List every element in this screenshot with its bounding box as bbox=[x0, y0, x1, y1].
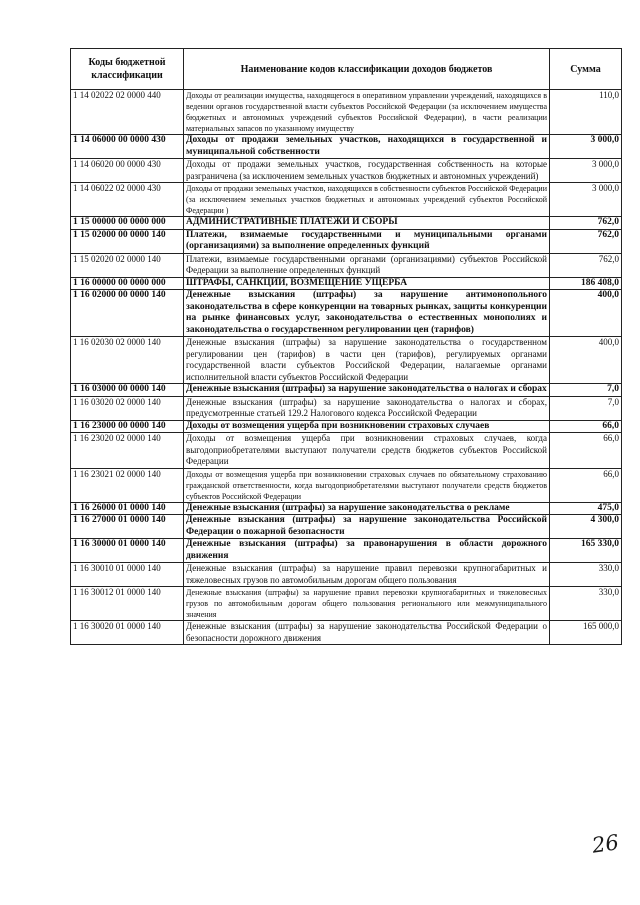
row-name: Денежные взыскания (штрафы) за нарушение законодательства о рекламе bbox=[184, 502, 550, 515]
row-code: 1 16 02000 00 0000 140 bbox=[71, 290, 184, 337]
row-sum: 330,0 bbox=[550, 563, 622, 587]
row-code: 1 14 06000 00 0000 430 bbox=[71, 135, 184, 159]
table-row bbox=[71, 229, 622, 253]
header-code: Коды бюджетной классификации bbox=[71, 49, 184, 90]
row-name: Денежные взыскания (штрафы) за нарушение законодательства о государственном регулировании цен (тарифов) в части цен (тарифов), регулируемых органами государственной власти субъектов Российской Федерации, налагаемые органами исполнительной власти субъектов Российской Федерации bbox=[184, 337, 550, 384]
row-sum: 186 408,0 bbox=[550, 277, 622, 290]
row-name: Денежные взыскания (штрафы) за нарушение законодательства о налогах и сборах, предусмотренные статьей 129.2 Налогового кодекса Российской Федерации bbox=[184, 396, 550, 420]
table-row bbox=[71, 384, 622, 397]
row-sum: 475,0 bbox=[550, 502, 622, 515]
table-row bbox=[71, 396, 622, 420]
row-name: Доходы от возмещения ущерба при возникновении страховых случаев bbox=[184, 420, 550, 433]
row-sum: 4 300,0 bbox=[550, 515, 622, 539]
row-code: 1 15 00000 00 0000 000 bbox=[71, 217, 184, 230]
row-sum: 762,0 bbox=[550, 217, 622, 230]
row-name: Доходы от реализации имущества, находящегося в оперативном управлении учреждений, находящихся в ведении органов государственной власти субъектов Российской Федерации (за исключением имущества бюджетных и автономных учреждений субъектов Российской Федерации), в части реализации материальных запасов по указанному имуществу bbox=[184, 90, 550, 135]
row-sum: 762,0 bbox=[550, 253, 622, 277]
row-name: Денежные взыскания (штрафы) за нарушение правил перевозки крупногабаритных и тяжеловесных грузов по автомобильным дорогам общего пользования bbox=[184, 563, 550, 587]
table-row bbox=[71, 159, 622, 183]
row-code: 1 16 23020 02 0000 140 bbox=[71, 433, 184, 469]
row-sum: 7,0 bbox=[550, 384, 622, 397]
table-row bbox=[71, 563, 622, 587]
table-row bbox=[71, 621, 622, 645]
row-sum: 3 000,0 bbox=[550, 183, 622, 217]
table-body bbox=[71, 90, 622, 645]
row-name: Доходы от возмещения ущерба при возникновении страховых случаев, когда выгодоприобретателями выступают получатели средств бюджетов субъектов Российской Федерации bbox=[184, 433, 550, 469]
table-row bbox=[71, 515, 622, 539]
row-sum: 66,0 bbox=[550, 420, 622, 433]
row-code: 1 16 30012 01 0000 140 bbox=[71, 587, 184, 621]
row-name: Денежные взыскания (штрафы) за нарушение правил перевозки крупногабаритных и тяжеловесных грузов по автомобильным дорогам общего пользования регионального или межмуниципального значения bbox=[184, 587, 550, 621]
row-sum: 400,0 bbox=[550, 337, 622, 384]
row-code: 1 16 27000 01 0000 140 bbox=[71, 515, 184, 539]
row-sum: 7,0 bbox=[550, 396, 622, 420]
table-row bbox=[71, 502, 622, 515]
table-row bbox=[71, 337, 622, 384]
budget-classification-table bbox=[70, 48, 622, 645]
row-sum: 3 000,0 bbox=[550, 159, 622, 183]
header-sum: Сумма bbox=[550, 49, 622, 90]
row-code: 1 16 00000 00 0000 000 bbox=[71, 277, 184, 290]
row-name: Денежные взыскания (штрафы) за нарушение законодательства о налогах и сборах bbox=[184, 384, 550, 397]
row-code: 1 14 06022 02 0000 430 bbox=[71, 183, 184, 217]
row-code: 1 16 26000 01 0000 140 bbox=[71, 502, 184, 515]
row-code: 1 15 02020 02 0000 140 bbox=[71, 253, 184, 277]
table-row bbox=[71, 135, 622, 159]
row-sum: 66,0 bbox=[550, 468, 622, 502]
table-row bbox=[71, 277, 622, 290]
row-name: АДМИНИСТРАТИВНЫЕ ПЛАТЕЖИ И СБОРЫ bbox=[184, 217, 550, 230]
row-sum: 3 000,0 bbox=[550, 135, 622, 159]
row-sum: 762,0 bbox=[550, 229, 622, 253]
row-code: 1 16 23021 02 0000 140 bbox=[71, 468, 184, 502]
table-row bbox=[71, 420, 622, 433]
row-name: Доходы от продажи земельных участков, находящихся в государственной и муниципальной собственности bbox=[184, 135, 550, 159]
table-row bbox=[71, 90, 622, 135]
row-name: Платежи, взимаемые государственными и муниципальными органами (организациями) за выполнение определенных функций bbox=[184, 229, 550, 253]
row-code: 1 16 30000 01 0000 140 bbox=[71, 539, 184, 563]
table-row bbox=[71, 183, 622, 217]
row-sum: 110,0 bbox=[550, 90, 622, 135]
row-name: Доходы от возмещения ущерба при возникновении страховых случаев по обязательному страхованию гражданской ответственности, когда выгодоприобретателями выступают получатели средств бюджетов субъектов Российской Федерации bbox=[184, 468, 550, 502]
row-code: 1 16 03000 00 0000 140 bbox=[71, 384, 184, 397]
row-name: Денежные взыскания (штрафы) за нарушение антимонопольного законодательства в сфере конкуренции на товарных рынках, защиты конкуренции на рынке финансовых услуг, законодательства о естественных монополиях и законодательства о государственном регулировании цен (тарифов) bbox=[184, 290, 550, 337]
header-name: Наименование кодов классификации доходов бюджетов bbox=[184, 49, 550, 90]
table-row bbox=[71, 468, 622, 502]
row-code: 1 16 23000 00 0000 140 bbox=[71, 420, 184, 433]
row-name: Денежные взыскания (штрафы) за нарушение законодательства Российской Федерации о безопасности дорожного движения bbox=[184, 621, 550, 645]
table-row bbox=[71, 217, 622, 230]
row-code: 1 14 06020 00 0000 430 bbox=[71, 159, 184, 183]
table-row bbox=[71, 253, 622, 277]
row-code: 1 15 02000 00 0000 140 bbox=[71, 229, 184, 253]
table-row bbox=[71, 587, 622, 621]
table-row bbox=[71, 290, 622, 337]
row-code: 1 16 02030 02 0000 140 bbox=[71, 337, 184, 384]
row-sum: 330,0 bbox=[550, 587, 622, 621]
row-name: Платежи, взимаемые государственными органами (организациями) субъектов Российской Федерации за выполнение определенных функций bbox=[184, 253, 550, 277]
row-code: 1 16 30010 01 0000 140 bbox=[71, 563, 184, 587]
row-code: 1 16 03020 02 0000 140 bbox=[71, 396, 184, 420]
row-name: Денежные взыскания (штрафы) за нарушение законодательства Российской Федерации о пожарной безопасности bbox=[184, 515, 550, 539]
row-sum: 66,0 bbox=[550, 433, 622, 469]
table-row bbox=[71, 433, 622, 469]
row-sum: 165 330,0 bbox=[550, 539, 622, 563]
row-sum: 400,0 bbox=[550, 290, 622, 337]
row-code: 1 14 02022 02 0000 440 bbox=[71, 90, 184, 135]
row-code: 1 16 30020 01 0000 140 bbox=[71, 621, 184, 645]
row-name: Денежные взыскания (штрафы) за правонарушения в области дорожного движения bbox=[184, 539, 550, 563]
row-sum: 165 000,0 bbox=[550, 621, 622, 645]
row-name: Доходы от продажи земельных участков, находящихся в собственности субъектов Российской Федерации (за исключением земельных участков бюджетных и автономных учреждений субъектов Российской Федерации ) bbox=[184, 183, 550, 217]
row-name: ШТРАФЫ, САНКЦИИ, ВОЗМЕЩЕНИЕ УЩЕРБА bbox=[184, 277, 550, 290]
handwritten-page-number: 26 bbox=[590, 830, 621, 858]
table-header-row bbox=[71, 49, 622, 90]
row-name: Доходы от продажи земельных участков, государственная собственность на которые разграничена (за исключением земельных участков бюджетных и автономных учреждений) bbox=[184, 159, 550, 183]
table-row bbox=[71, 539, 622, 563]
